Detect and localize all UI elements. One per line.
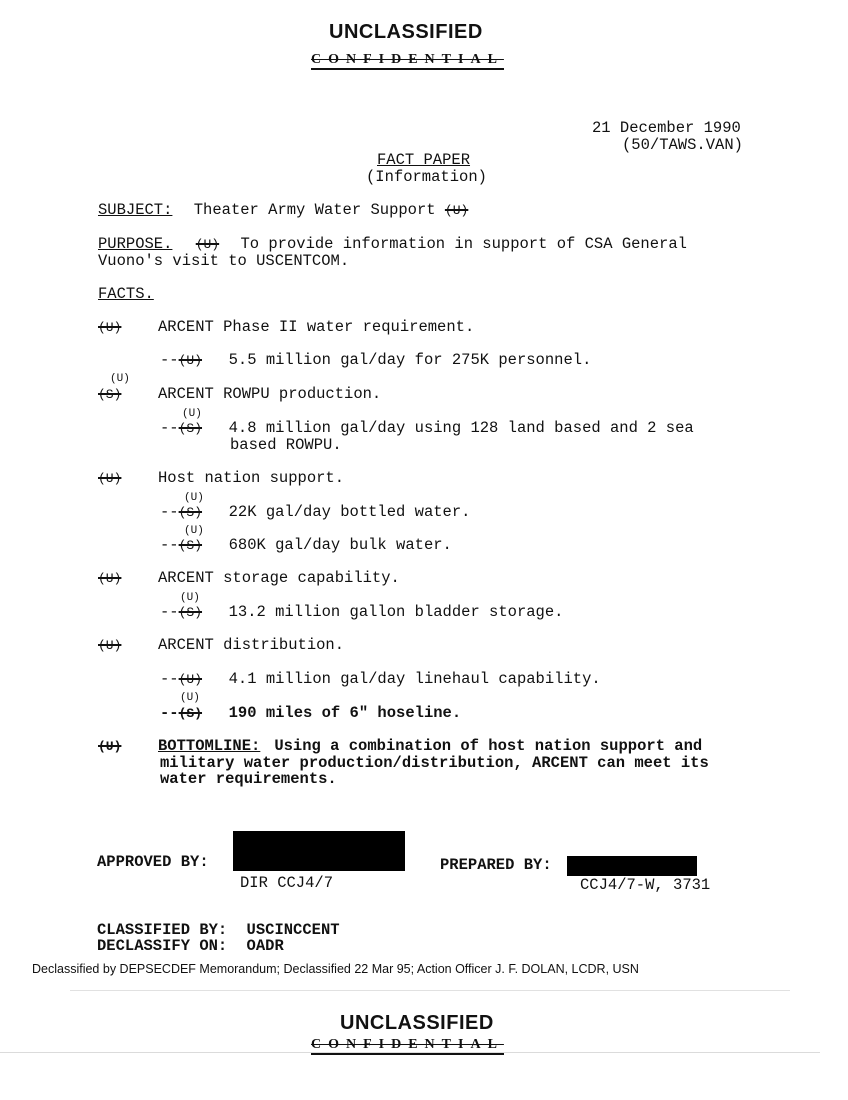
bottomline-text-1: Using a combination of host nation support and	[274, 737, 703, 755]
fact-marking: (U)	[178, 672, 203, 687]
fact-marking: (S)	[178, 605, 203, 620]
fact-subitem: --(S) 13.2 million gallon bladder storage.	[160, 603, 564, 621]
fact-item	[98, 569, 400, 587]
fact-text: 13.2 million gallon bladder storage.	[228, 603, 564, 621]
approved-by-label: APPROVED BY:	[97, 853, 209, 871]
fact-item	[98, 636, 344, 654]
fact-text: 4.8 million gal/day using 128 land based and 2 sea	[228, 419, 694, 437]
fact-marking: (U)	[98, 320, 122, 335]
fact-text: 22K gal/day bottled water.	[228, 503, 471, 521]
fact-text: Host nation support.	[158, 469, 345, 487]
handwritten-marking-stamp: (U)	[180, 692, 200, 704]
subject-line	[98, 201, 468, 219]
handwritten-marking-stamp: (U)	[110, 373, 130, 385]
handwritten-marking-stamp: (U)	[184, 525, 204, 537]
fact-subitem: --(S) 680K gal/day bulk water.	[160, 536, 452, 554]
document-subtitle: (Information)	[366, 168, 487, 186]
purpose-text-2: Vuono's visit to USCENTCOM.	[98, 252, 350, 270]
fact-marking: (U)	[98, 471, 122, 486]
fact-text: ARCENT distribution.	[158, 636, 345, 654]
fact-subitem: --(U) 5.5 million gal/day for 275K personnel.	[160, 351, 592, 369]
fact-subitem: --(S) 4.8 million gal/day using 128 land based and 2 sea	[160, 419, 694, 437]
fact-text: ARCENT Phase II water requirement.	[158, 318, 475, 336]
redaction-approver	[233, 831, 405, 871]
prepared-by-title: CCJ4/7-W, 3731	[580, 876, 711, 894]
approved-by-title: DIR CCJ4/7	[240, 874, 334, 892]
subject-text: Theater Army Water Support	[193, 201, 436, 219]
facts-label: FACTS.	[98, 285, 154, 303]
fact-text: 4.1 million gal/day linehaul capability.	[228, 670, 601, 688]
bottomline-marking: (U)	[98, 739, 122, 754]
subject-label: SUBJECT:	[98, 201, 173, 219]
fact-text: 190 miles of 6" hoseline.	[228, 704, 462, 722]
struck-classification-bottom: CONFIDENTIAL	[311, 1037, 504, 1055]
scan-noise	[70, 990, 790, 991]
prepared-by-label: PREPARED BY:	[440, 856, 552, 874]
declassify-on-line	[97, 937, 284, 955]
fact-text: 5.5 million gal/day for 275K personnel.	[228, 351, 592, 369]
fact-item	[98, 318, 474, 336]
handwritten-marking-stamp: (U)	[184, 492, 204, 504]
fact-subitem: --(S) 190 miles of 6" hoseline.	[160, 704, 462, 722]
classification-banner-bottom: UNCLASSIFIED	[340, 1012, 494, 1034]
fact-marking: (S)	[178, 706, 203, 721]
fact-text: 680K gal/day bulk water.	[228, 536, 452, 554]
bottomline-text-3: water requirements.	[160, 770, 337, 788]
bottomline-line-1	[98, 737, 702, 755]
redaction-preparer	[567, 856, 697, 876]
fact-marking: (U)	[98, 571, 122, 586]
purpose-line-1	[98, 235, 687, 253]
fact-text: ARCENT ROWPU production.	[158, 385, 382, 403]
fact-text-continued: based ROWPU.	[230, 436, 342, 454]
fact-marking: (U)	[98, 638, 122, 653]
purpose-marking: (U)	[195, 237, 220, 252]
document-title: FACT PAPER	[377, 151, 471, 169]
fact-subitem: --(S) 22K gal/day bottled water.	[160, 503, 471, 521]
bottomline-label: BOTTOMLINE:	[158, 737, 261, 755]
purpose-text-1: To provide information in support of CSA General	[240, 235, 687, 253]
fact-item	[98, 385, 381, 403]
fact-marking: (S)	[178, 421, 203, 436]
fact-marking: (S)	[178, 538, 203, 553]
fact-marking: (S)	[178, 505, 203, 520]
handwritten-marking-stamp: (U)	[180, 592, 200, 604]
declassification-note: Declassified by DEPSECDEF Memorandum; Declassified 22 Mar 95; Action Officer J. F. DOLAN, LCDR, USN	[32, 962, 639, 976]
fact-subitem: --(U) 4.1 million gal/day linehaul capability.	[160, 670, 601, 688]
declassify-on-label: DECLASSIFY ON:	[97, 937, 228, 955]
document-date: 21 December 1990	[592, 119, 741, 137]
fact-marking: (U)	[178, 353, 203, 368]
struck-classification-top: CONFIDENTIAL	[311, 52, 504, 70]
classification-banner-top: UNCLASSIFIED	[329, 21, 483, 43]
purpose-label: PURPOSE.	[98, 235, 173, 253]
office-code: (50/TAWS.VAN)	[622, 136, 743, 154]
handwritten-marking-stamp: (U)	[182, 408, 202, 420]
bottomline-text-2: military water production/distribution, ARCENT can meet its	[160, 754, 709, 772]
classified-by-value: USCINCCENT	[246, 921, 340, 939]
subject-marking: (U)	[444, 203, 469, 218]
classified-by-label: CLASSIFIED BY:	[97, 921, 228, 939]
declassify-on-value: OADR	[246, 937, 284, 955]
fact-marking: (S)	[98, 387, 122, 402]
fact-item	[98, 469, 344, 487]
fact-text: ARCENT storage capability.	[158, 569, 400, 587]
